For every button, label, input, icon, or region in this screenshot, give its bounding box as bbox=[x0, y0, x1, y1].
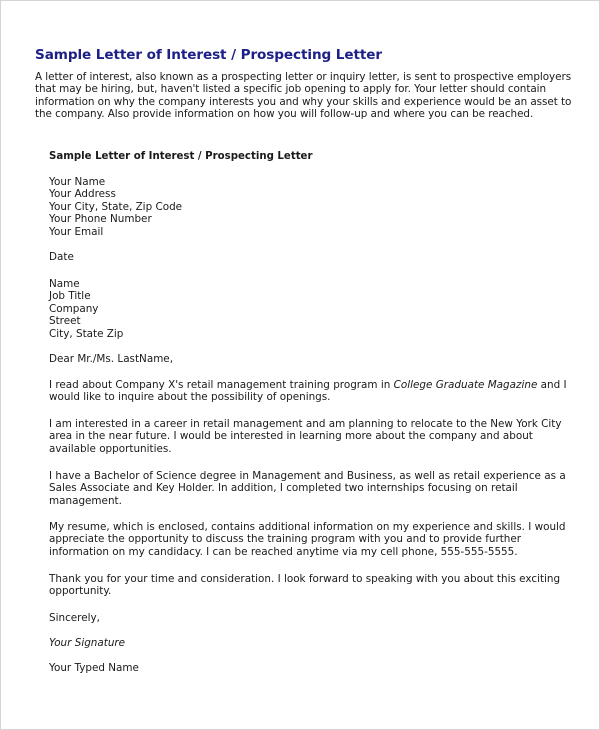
sender-address-block bbox=[49, 176, 569, 238]
salutation: Dear Mr./Ms. LastName, bbox=[49, 353, 174, 365]
body-paragraph-5: Thank you for your time and consideration. I look forward to speaking with you about this exciting opportunity. bbox=[49, 573, 561, 598]
date-line: Date bbox=[49, 251, 74, 263]
body-paragraph-2: I am interested in a career in retail management and am planning to relocate to the New York City area in the near future. I would be interested in learning more about the company and about available opportunities. bbox=[49, 418, 562, 455]
recipient-street: Street bbox=[49, 315, 81, 328]
typed-name: Your Typed Name bbox=[49, 662, 139, 674]
recipient-name: Name bbox=[49, 278, 80, 290]
body-paragraph-1: I read about Company X's retail management training program in College Graduate Magazine and I would like to inquire about the possibility of openings. bbox=[49, 379, 567, 404]
recipient-company: Company bbox=[49, 302, 99, 315]
body-paragraph-3: I have a Bachelor of Science degree in Management and Business, as well as retail experience as a Sales Associate and Key Holder. In addition, I completed two internships focusing on retail management. bbox=[49, 470, 566, 507]
signature: Your Signature bbox=[49, 637, 126, 649]
letter-heading: Sample Letter of Interest / Prospecting Letter bbox=[49, 151, 313, 162]
sender-address: Your Address bbox=[49, 188, 116, 201]
document-title: Sample Letter of Interest / Prospecting Letter bbox=[35, 47, 382, 63]
sender-email: Your Email bbox=[49, 225, 104, 238]
sender-city-state-zip: Your City, State, Zip Code bbox=[49, 200, 183, 213]
closing: Sincerely, bbox=[49, 612, 100, 624]
sender-phone: Your Phone Number bbox=[49, 213, 152, 226]
magazine-title: College Graduate Magazine bbox=[393, 379, 538, 391]
recipient-job-title: Job Title bbox=[49, 290, 91, 303]
body-paragraph-4: My resume, which is enclosed, contains additional information on my experience and skills. I would appreciate the opportunity to discuss the training program with you and to provide further information on my candidacy. I can be reached anytime via my cell phone, 555-555-5555. bbox=[49, 521, 566, 558]
sender-name: Your Name bbox=[49, 176, 106, 188]
intro-paragraph: A letter of interest, also known as a prospecting letter or inquiry letter, is sent to prospective employers that may be hiring, but, haven't listed a specific job opening to apply for. Your letter should contain information on why the company interests you and why your skills and experience would be an asset to the company. Also provide information on how you will follow-up and where you can be reached. bbox=[35, 71, 572, 121]
recipient-city-state-zip: City, State Zip bbox=[49, 327, 124, 340]
recipient-address-block bbox=[49, 278, 569, 340]
